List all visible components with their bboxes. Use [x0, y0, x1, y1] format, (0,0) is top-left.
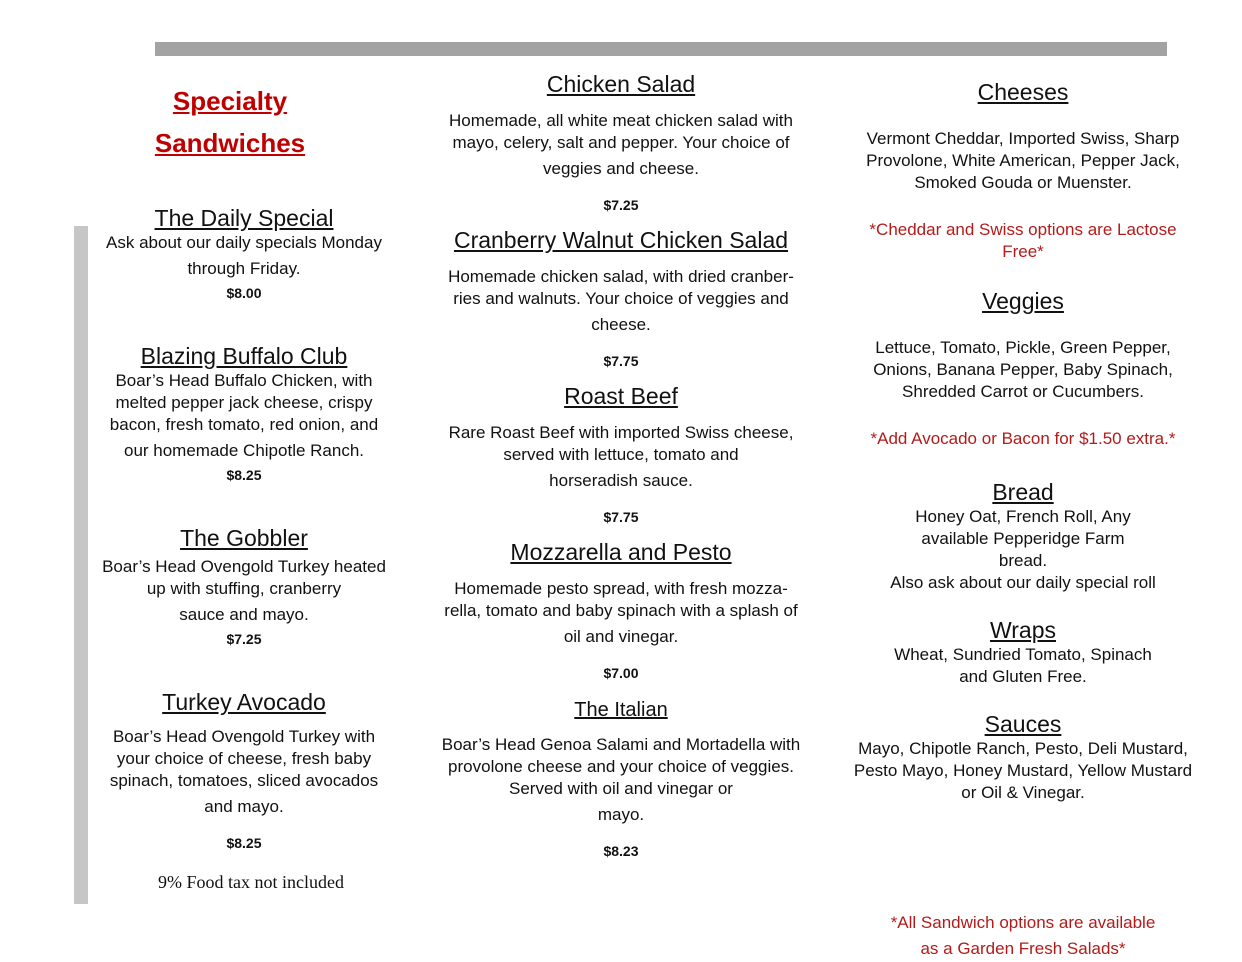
item-description-extra: Also ask about our daily special roll [890, 573, 1156, 592]
item-price: $7.25 [603, 197, 639, 213]
garden-salad-note: *All Sandwich options are available as a Garden Fresh Salads* [890, 913, 1156, 958]
item-description: Mayo, Chipotle Ranch, Pesto, Deli Mustard, Pesto Mayo, Honey Mustard, Yellow Mustard or Oil & Vinegar. [853, 739, 1193, 802]
item-price: $7.25 [226, 631, 262, 647]
options-veggies [852, 287, 1194, 450]
side-divider-bar [74, 226, 88, 904]
item-description: Honey Oat, French Roll, Any available Pepperidge Farm bread. [915, 507, 1131, 570]
item-title: Chicken Salad [546, 71, 696, 97]
column-specialty [98, 80, 390, 893]
item-description: Wheat, Sundried Tomato, Spinach and Gluten Free. [894, 645, 1152, 686]
item-description: Rare Roast Beef with imported Swiss cheese, served with lettuce, tomato and horseradish sauce. [448, 423, 794, 490]
item-description: Boar’s Head Ovengold Turkey with your choice of cheese, fresh baby spinach, tomatoes, sliced avocados and mayo. [109, 727, 379, 816]
menu-item-gobbler [98, 524, 390, 648]
column-salads [440, 70, 802, 860]
item-description: Boar’s Head Ovengold Turkey heated up with stuffing, cranberry sauce and mayo. [102, 557, 386, 624]
options-wraps [852, 616, 1194, 688]
menu-item-daily-special [98, 204, 390, 302]
section-title: Specialty Sandwiches [154, 86, 306, 158]
item-title: The Italian [574, 699, 668, 721]
options-bread [852, 478, 1194, 594]
item-title: The Gobbler [180, 525, 308, 551]
item-description: Homemade pesto spread, with fresh mozza-rella, tomato and baby spinach with a splash of oil and vinegar. [444, 579, 798, 646]
item-description: Vermont Cheddar, Imported Swiss, Sharp Provolone, White American, Pepper Jack, Smoked Gouda or Muenster. [866, 129, 1180, 192]
item-description: Boar’s Head Genoa Salami and Mortadella with provolone cheese and your choice of veggies. Served with oil and vinegar or mayo. [441, 735, 801, 824]
menu-item-roast-beef [440, 382, 802, 526]
item-description: Homemade chicken salad, with dried cranber-ries and walnuts. Your choice of veggies and cheese. [448, 267, 794, 334]
menu-item-buffalo-club [98, 342, 390, 484]
tax-note: 9% Food tax not included [158, 872, 344, 892]
options-cheeses [852, 78, 1194, 263]
menu-item-italian [440, 696, 802, 860]
item-price: $7.75 [603, 353, 639, 369]
menu-item-mozzarella-pesto [440, 538, 802, 682]
item-title: Cranberry Walnut Chicken Salad [453, 227, 789, 253]
menu-item-chicken-salad [440, 70, 802, 214]
item-description: Homemade, all white meat chicken salad with mayo, celery, salt and pepper. Your choice of veggies and cheese. [449, 111, 793, 178]
item-price: $8.23 [603, 843, 639, 859]
item-title: Cheeses [977, 79, 1069, 105]
item-title: Turkey Avocado [162, 689, 326, 715]
item-title: Roast Beef [564, 383, 678, 409]
item-title: Bread [992, 479, 1054, 505]
item-title: Wraps [989, 617, 1057, 643]
options-sauces [852, 710, 1194, 804]
item-description: Boar’s Head Buffalo Chicken, with melted pepper jack cheese, crispy bacon, fresh tomato, red onion, and our homemade Chipotle Ranch. [109, 371, 379, 460]
item-description: Ask about our daily specials Monday through Friday. [106, 233, 382, 278]
item-title: The Daily Special [154, 205, 334, 231]
column-options [852, 78, 1194, 962]
item-title: Veggies [982, 288, 1064, 314]
item-price: $8.25 [226, 467, 262, 483]
item-description: Lettuce, Tomato, Pickle, Green Pepper, Onions, Banana Pepper, Baby Spinach, Shredded Carrot or Cucumbers. [873, 338, 1173, 401]
menu-item-cranberry-walnut [440, 226, 802, 370]
item-price: $8.25 [226, 835, 262, 851]
item-title: Blazing Buffalo Club [140, 343, 348, 369]
item-price: $7.75 [603, 509, 639, 525]
item-price: $8.00 [226, 285, 262, 301]
item-price: $7.00 [603, 665, 639, 681]
lactose-note: *Cheddar and Swiss options are Lactose Free* [869, 220, 1177, 261]
menu-item-turkey-avocado [98, 688, 390, 852]
item-title: Mozzarella and Pesto [510, 539, 732, 565]
item-title: Sauces [984, 711, 1062, 737]
avocado-note: *Add Avocado or Bacon for $1.50 extra.* [870, 429, 1176, 448]
top-divider-bar [155, 42, 1167, 56]
